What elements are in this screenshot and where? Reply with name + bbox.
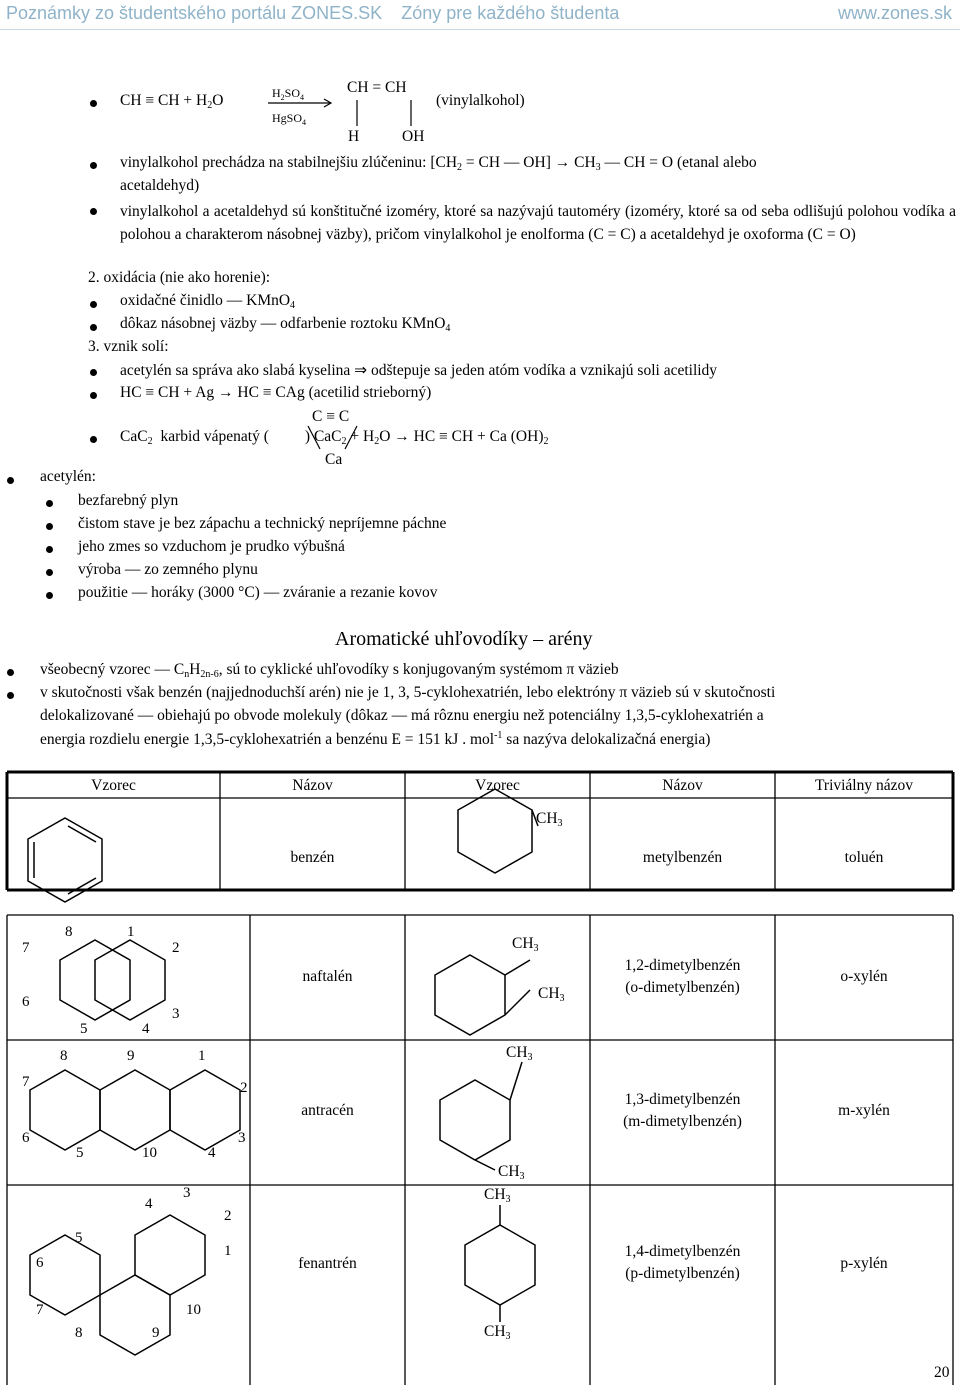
cell-m-dimetyl: (m-dimetylbenzén): [623, 1113, 742, 1130]
ch3-label: $CH_3$: [506, 1044, 533, 1063]
ch3-label: $CH_3$: [484, 1323, 511, 1342]
product-main: CH = CH: [347, 79, 407, 96]
phen-num: 1: [224, 1243, 232, 1259]
anth-num: 3: [238, 1130, 246, 1146]
phen-num: 4: [145, 1196, 153, 1212]
phen-num: 10: [186, 1302, 201, 1318]
section-heading: Aromatické uhľovodíky – arény: [335, 628, 593, 650]
naph-num: 2: [172, 940, 180, 956]
cell-toluen: toluén: [844, 849, 884, 866]
phen-num: 9: [152, 1325, 160, 1341]
header-url[interactable]: www.zones.sk: [837, 3, 952, 23]
anth-num: 6: [22, 1130, 30, 1146]
reaction-reactants: CH ≡ CH + $H_2O$: [120, 92, 224, 111]
anth-num: 9: [127, 1048, 135, 1064]
arenes-formula: všeobecný vzorec — $C_nH_{2n-6}$, sú to cyklické uhľovodíky s konjugovaným systémom π väzieb: [40, 661, 619, 680]
acetylen-item: čistom stave je bez zápachu a technický nepríjemne páchne: [78, 515, 447, 532]
naph-num: 3: [172, 1006, 180, 1022]
product-h: H: [348, 128, 360, 145]
cell-antracen: antracén: [301, 1102, 354, 1119]
section-2-item-2: dôkaz násobnej väzby — odfarbenie roztoku KMnO$_4$: [120, 315, 451, 334]
phen-num: 3: [183, 1185, 191, 1201]
anth-num: 8: [60, 1048, 68, 1064]
cell-p-dimetyl: (p-dimetylbenzén): [625, 1265, 740, 1282]
cell-naftalen: naftalén: [302, 968, 353, 985]
cell-metylbenzen: metylbenzén: [642, 849, 723, 866]
arenes-text-2: delokalizované — obiehajú po obvode molekuly (dôkaz — má rôznu energiu než potenciálny 1,3,5-cyklohexatrién a: [40, 707, 764, 724]
tautomer-line-cont: acetaldehyd): [120, 177, 200, 194]
section-2-item-1: oxidačné činidlo — KMnO$_4$: [120, 292, 296, 311]
phen-num: 6: [36, 1255, 44, 1271]
anth-num: 1: [198, 1048, 206, 1064]
th-nazov: Názov: [292, 777, 333, 794]
acetylen-item: použitie — horáky (3000 °C) — zváranie a rezanie kovov: [78, 584, 438, 601]
ch3-label: $CH_3$: [536, 810, 563, 829]
section-2-title: 2. oxidácia (nie ako horenie):: [88, 269, 271, 286]
cell-o-dimetyl: (o-dimetylbenzén): [625, 979, 740, 996]
tautomer-line: vinylalkohol prechádza na stabilnejšiu zlúčeninu: [$CH_2$ = CH — $OH] \to CH_3$ — CH = O (etanal alebo: [120, 154, 757, 173]
acetylen-item: jeho zmes so vzduchom je prudko výbušná: [78, 538, 345, 555]
arenes-text-3: energia rozdielu energie 1,3,5-cyklohexatrién a benzénu E = 151 kJ . mol$^{-1}$ sa nazýva delokalizačná energia): [40, 730, 711, 748]
phen-num: 2: [224, 1208, 232, 1224]
ch3-label: $CH_3$: [538, 985, 565, 1004]
anth-num: 4: [208, 1145, 216, 1161]
ch3-label: $CH_3$: [498, 1163, 525, 1182]
th-trivial: Triviálny názov: [814, 777, 914, 794]
catalyst-top: $H_2SO_4$: [272, 86, 305, 102]
header-site-text: Poznámky zo študentského portálu ZONES.SK: [6, 3, 383, 23]
anth-num: 5: [76, 1145, 84, 1161]
naph-num: 1: [127, 924, 135, 940]
acetylen-item: bezfarebný plyn: [78, 492, 179, 509]
ch3-label: $CH_3$: [512, 935, 539, 954]
cell-fenantren: fenantrén: [298, 1255, 357, 1272]
phen-num: 8: [75, 1325, 83, 1341]
header-tagline: Zóny pre každého študenta: [401, 3, 620, 23]
naph-num: 4: [142, 1021, 150, 1037]
phen-num: 7: [36, 1302, 44, 1318]
phen-num: 5: [75, 1230, 83, 1246]
anth-num: 2: [240, 1080, 248, 1096]
carbide-ccc: C ≡ C: [312, 408, 350, 425]
th-vzorec: Vzorec: [91, 777, 136, 794]
cell-12-dimetyl: 1,2-dimetylbenzén: [624, 957, 741, 974]
arenes-text-1: v skutočnosti však benzén (najjednoduchší arén) nie je 1, 3, 5-cyklohexatrién, lebo elektróny π väzieb sú v skutočnosti: [40, 684, 776, 701]
catalyst-bottom: HgSO$_4$: [272, 111, 307, 127]
th-nazov-2: Názov: [662, 777, 703, 794]
naph-num: 7: [22, 940, 30, 956]
page-number: 20: [934, 1364, 950, 1381]
anth-num: 7: [22, 1074, 30, 1090]
acetylen-title: acetylén:: [40, 468, 96, 485]
cell-13-dimetyl: 1,3-dimetylbenzén: [624, 1091, 741, 1108]
th-vzorec-2: Vzorec: [475, 777, 520, 794]
cell-m-xylen: m-xylén: [838, 1102, 890, 1119]
cell-14-dimetyl: 1,4-dimetylbenzén: [624, 1243, 741, 1260]
naph-num: 8: [65, 924, 73, 940]
carbide-reaction: CaC$_2$ karbid vápenatý ( ) $CaC_2 + H_2O$ → HC ≡ CH + Ca $(OH)_2$: [120, 428, 549, 447]
anth-num: 10: [142, 1145, 157, 1161]
product-oh: OH: [402, 128, 425, 145]
section-3-item-1: acetylén sa správa ako slabá kyselina ⇒ odštepuje sa jeden atóm vodíka a vznikajú soli acetilidy: [120, 362, 718, 379]
naph-num: 6: [22, 994, 30, 1010]
product-name: (vinylalkohol): [436, 92, 525, 109]
naph-num: 5: [80, 1021, 88, 1037]
cell-p-xylen: p-xylén: [840, 1255, 888, 1272]
section-3-title: 3. vznik solí:: [88, 338, 169, 355]
carbide-ca: Ca: [325, 451, 343, 468]
acetylen-item: výroba — zo zemného plynu: [78, 561, 258, 578]
section-3-item-2: HC ≡ CH + Ag → HC ≡ CAg (acetilid strieborný): [120, 384, 432, 401]
cell-o-xylen: o-xylén: [840, 968, 888, 985]
tautomer-paragraph: vinylalkohol a acetaldehyd sú konštitučné izoméry, ktoré sa nazývajú tautoméry (izoméry, ktoré sa od seba odlišujú polohou vodíka a polohou a charakterom násobnej väzby), pričom vinylalkohol je enolforma (C = C) a acetaldehyd je oxoforma (C = O): [120, 203, 956, 243]
cell-benzen: benzén: [290, 849, 335, 866]
ch3-label: $CH_3$: [484, 1186, 511, 1205]
